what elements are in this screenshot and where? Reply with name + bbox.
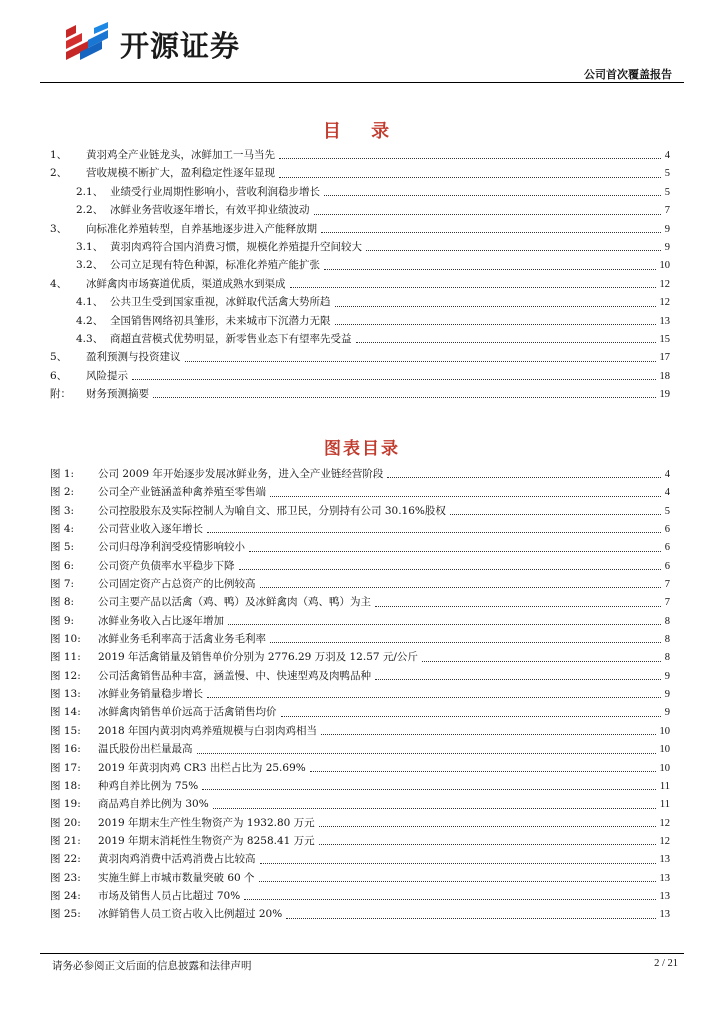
dot-leader bbox=[319, 844, 656, 845]
figure-entry-page: 6 bbox=[664, 542, 670, 554]
dot-leader bbox=[197, 753, 656, 754]
figure-entry-number: 图 5: bbox=[50, 541, 75, 554]
figure-entry[interactable] bbox=[50, 575, 670, 593]
figure-entry-text: 公司固定资产占总资产的比例较高 bbox=[98, 578, 256, 591]
dot-leader bbox=[356, 342, 656, 343]
toc-entry-number: 4.3、 bbox=[76, 332, 104, 345]
toc-entry[interactable] bbox=[50, 256, 670, 274]
figure-entry[interactable] bbox=[50, 667, 670, 685]
figure-entry-page: 10 bbox=[659, 762, 670, 774]
dot-leader bbox=[202, 789, 656, 790]
toc-entry[interactable] bbox=[50, 275, 670, 293]
dot-leader bbox=[375, 679, 661, 680]
toc-entry-number: 6、 bbox=[50, 369, 68, 382]
figure-entry[interactable] bbox=[50, 905, 670, 923]
figure-entry[interactable] bbox=[50, 703, 670, 721]
toc-entry-page: 17 bbox=[659, 352, 670, 364]
figure-entry-text: 公司全产业链涵盖种禽养殖至零售端 bbox=[98, 486, 266, 499]
toc-entry-number: 4.2、 bbox=[76, 314, 104, 327]
toc-entry[interactable] bbox=[50, 220, 670, 238]
figure-entry-number: 图 10: bbox=[50, 633, 81, 646]
figure-entry[interactable] bbox=[50, 740, 670, 758]
dot-leader bbox=[279, 177, 661, 178]
figure-entry-number: 图 12: bbox=[50, 669, 81, 682]
toc-entry[interactable] bbox=[50, 367, 670, 385]
figure-entry-text: 公司资产负债率水平稳步下降 bbox=[98, 559, 235, 572]
toc-entry-page: 12 bbox=[659, 297, 670, 309]
toc-entry[interactable] bbox=[50, 146, 670, 164]
footer-disclaimer: 请务必参阅正文后面的信息披露和法律声明 bbox=[52, 960, 252, 972]
figure-entry[interactable] bbox=[50, 648, 670, 666]
toc-entry-page: 18 bbox=[659, 370, 670, 382]
figure-entry-page: 7 bbox=[664, 597, 670, 609]
figure-entry-page: 8 bbox=[664, 615, 670, 627]
figure-entry-number: 图 8: bbox=[50, 596, 75, 609]
toc-entry-page: 19 bbox=[659, 389, 670, 401]
toc-entry-text: 冰鲜禽肉市场赛道优质，渠道成熟水到渠成 bbox=[86, 277, 286, 290]
figure-entry-number: 图 4: bbox=[50, 523, 75, 536]
figure-entry-number: 图 25: bbox=[50, 908, 81, 921]
toc-entry-page: 13 bbox=[659, 315, 670, 327]
figure-entry-text: 2019 年期末消耗性生物资产为 8258.41 万元 bbox=[98, 834, 315, 847]
toc-entry-number: 3.1、 bbox=[76, 240, 104, 253]
figure-entry[interactable] bbox=[50, 593, 670, 611]
toc-entry[interactable] bbox=[50, 293, 670, 311]
figure-entry-page: 9 bbox=[664, 689, 670, 701]
toc-entry[interactable] bbox=[50, 385, 670, 403]
figure-entry[interactable] bbox=[50, 630, 670, 648]
figure-entry-number: 图 3: bbox=[50, 504, 75, 517]
figure-entry-page: 7 bbox=[664, 579, 670, 591]
figure-entry-page: 12 bbox=[659, 817, 670, 829]
figure-entry-number: 图 19: bbox=[50, 798, 81, 811]
figure-entry-text: 商品鸡自养比例为 30% bbox=[98, 798, 209, 811]
toc-entry-text: 业绩受行业周期性影响小，营收利润稳步增长 bbox=[110, 185, 320, 198]
toc-entry-text: 冰鲜业务营收逐年增长，有效平抑业绩波动 bbox=[110, 204, 310, 217]
toc-entry-text: 商超直营模式优势明显，新零售业态下有望率先受益 bbox=[110, 332, 352, 345]
dot-leader bbox=[324, 269, 656, 270]
figure-entry-text: 冰鲜禽肉销售单价远高于活禽销售均价 bbox=[98, 706, 277, 719]
figure-entry[interactable] bbox=[50, 832, 670, 850]
dot-leader bbox=[228, 624, 661, 625]
figure-entry-text: 种鸡自养比例为 75% bbox=[98, 779, 199, 792]
dot-leader bbox=[281, 716, 661, 717]
figure-entry[interactable] bbox=[50, 557, 670, 575]
dot-leader bbox=[310, 771, 656, 772]
page-header bbox=[0, 0, 724, 90]
toc-entry-text: 财务预测摘要 bbox=[86, 388, 149, 401]
figure-entry-number: 图 18: bbox=[50, 779, 81, 792]
toc-entry-text: 向标准化养殖转型，自养基地逐步进入产能释放期 bbox=[86, 222, 317, 235]
dot-leader bbox=[375, 606, 661, 607]
toc-entry-number: 5、 bbox=[50, 351, 68, 364]
toc-entry-number: 4.1、 bbox=[76, 296, 104, 309]
toc-entry-page: 5 bbox=[664, 186, 670, 198]
toc-entry-page: 4 bbox=[664, 150, 670, 161]
toc-entry-page: 9 bbox=[664, 241, 670, 253]
toc-title: 目 录 bbox=[322, 121, 402, 142]
dot-leader bbox=[153, 397, 656, 398]
figure-entry-number: 图 6: bbox=[50, 559, 75, 572]
figure-entry-page: 8 bbox=[664, 634, 670, 646]
figure-entry-number: 图 16: bbox=[50, 743, 81, 756]
figure-entry-number: 图 20: bbox=[50, 816, 81, 829]
toc-entry[interactable] bbox=[50, 201, 670, 219]
figure-entry[interactable] bbox=[50, 759, 670, 777]
figure-entry-number: 图 17: bbox=[50, 761, 81, 774]
figure-index-list bbox=[50, 465, 670, 924]
dot-leader bbox=[422, 661, 661, 662]
figure-entry-text: 冰鲜业务毛利率高于活禽业务毛利率 bbox=[98, 633, 266, 646]
logo-text: 开源证券 bbox=[120, 29, 241, 63]
toc-entry[interactable] bbox=[50, 348, 670, 366]
figure-entry-text: 公司 2009 年开始逐步发展冰鲜业务，进入全产业链经营阶段 bbox=[98, 468, 384, 480]
toc-entry-number: 3、 bbox=[50, 222, 68, 235]
figure-entry-text: 黄羽肉鸡消费中活鸡消费占比较高 bbox=[98, 853, 256, 866]
figure-entry-page: 13 bbox=[659, 854, 670, 866]
dot-leader bbox=[314, 214, 661, 215]
figure-entry-text: 市场及销售人员占比超过 70% bbox=[98, 889, 241, 902]
toc-entry-text: 黄羽鸡全产业链龙头，冰鲜加工一马当先 bbox=[86, 149, 275, 161]
figure-entry[interactable] bbox=[50, 869, 670, 887]
toc-entry-page: 9 bbox=[664, 223, 670, 235]
dot-leader bbox=[207, 532, 661, 533]
figure-entry-text: 公司活禽销售品种丰富，涵盖慢、中、快速型鸡及肉鸭品种 bbox=[98, 669, 371, 682]
figure-entry-number: 图 7: bbox=[50, 578, 75, 591]
figure-entry-page: 11 bbox=[659, 799, 670, 811]
figure-entry[interactable] bbox=[50, 538, 670, 556]
dot-leader bbox=[207, 697, 661, 698]
dot-leader bbox=[324, 195, 661, 196]
toc-list bbox=[50, 146, 670, 403]
dot-leader bbox=[366, 250, 661, 251]
toc-entry-page: 5 bbox=[664, 168, 670, 180]
dot-leader bbox=[260, 863, 656, 864]
figure-entry-text: 冰鲜业务收入占比逐年增加 bbox=[98, 614, 224, 627]
toc-entry-text: 公共卫生受到国家重视，冰鲜取代活禽大势所趋 bbox=[110, 296, 331, 309]
figure-entry-text: 实施生鲜上市城市数量突破 60 个 bbox=[98, 871, 255, 884]
toc-entry-page: 7 bbox=[664, 205, 670, 217]
dot-leader bbox=[321, 232, 661, 233]
figure-entry-text: 2019 年活禽销量及销售单价分别为 2776.29 万羽及 12.57 元/公斤 bbox=[98, 651, 418, 664]
figure-entry[interactable] bbox=[50, 795, 670, 813]
figure-entry[interactable] bbox=[50, 612, 670, 630]
figure-entry-text: 公司营业收入逐年增长 bbox=[98, 523, 203, 536]
toc-entry-number: 2.1、 bbox=[76, 185, 104, 198]
figure-entry[interactable] bbox=[50, 502, 670, 520]
figure-entry-text: 冰鲜业务销量稳步增长 bbox=[98, 688, 203, 701]
footer-divider bbox=[40, 953, 684, 954]
figure-entry-number: 图 1: bbox=[50, 468, 75, 480]
figure-entry-page: 4 bbox=[664, 487, 670, 499]
dot-leader bbox=[270, 642, 661, 643]
page-number: 2 / 21 bbox=[654, 958, 678, 969]
toc-entry[interactable] bbox=[50, 238, 670, 256]
toc-entry-text: 全国销售网络初具雏形，未来城市下沉潜力无限 bbox=[110, 314, 331, 327]
dot-leader bbox=[259, 881, 656, 882]
dot-leader bbox=[335, 324, 656, 325]
toc-entry-number: 3.2、 bbox=[76, 259, 104, 272]
dot-leader bbox=[244, 899, 655, 900]
figure-entry-text: 2019 年期末生产性生物资产为 1932.80 万元 bbox=[98, 816, 315, 829]
figure-entry-page: 6 bbox=[664, 524, 670, 536]
figure-entry[interactable] bbox=[50, 887, 670, 905]
figure-entry-number: 图 21: bbox=[50, 834, 81, 847]
toc-entry-number: 2.2、 bbox=[76, 204, 104, 217]
figure-entry[interactable] bbox=[50, 465, 670, 483]
figure-entry-page: 9 bbox=[664, 707, 670, 719]
toc-entry-page: 10 bbox=[659, 260, 670, 272]
dot-leader bbox=[213, 808, 656, 809]
figure-entry-page: 10 bbox=[659, 725, 670, 737]
figure-entry-text: 公司控股股东及实际控制人为喻自文、邢卫民，分别持有公司 30.16%股权 bbox=[98, 504, 446, 517]
figure-entry-number: 图 9: bbox=[50, 614, 75, 627]
figure-entry-number: 图 23: bbox=[50, 871, 81, 884]
dot-leader bbox=[286, 918, 655, 919]
figure-entry[interactable] bbox=[50, 685, 670, 703]
figure-entry-number: 图 24: bbox=[50, 889, 81, 902]
dot-leader bbox=[260, 587, 661, 588]
figure-entry-text: 冰鲜销售人员工资占收入比例超过 20% bbox=[98, 908, 283, 921]
toc-entry[interactable] bbox=[50, 183, 670, 201]
figure-entry-page: 13 bbox=[659, 909, 670, 921]
figure-entry[interactable] bbox=[50, 722, 670, 740]
toc-entry-number: 4、 bbox=[50, 277, 68, 290]
figure-entry-number: 图 2: bbox=[50, 486, 75, 499]
figure-entry[interactable] bbox=[50, 850, 670, 868]
figure-entry-number: 图 13: bbox=[50, 688, 81, 701]
toc-entry-number: 2、 bbox=[50, 167, 68, 180]
figure-entry-text: 公司主要产品以活禽（鸡、鸭）及冰鲜禽肉（鸡、鸭）为主 bbox=[98, 596, 371, 609]
toc-entry-page: 15 bbox=[659, 333, 670, 345]
figure-entry-page: 8 bbox=[664, 652, 670, 664]
figure-index-title: 图表目录 bbox=[324, 439, 400, 459]
dot-leader bbox=[290, 287, 656, 288]
dot-leader bbox=[450, 514, 661, 515]
toc-entry[interactable] bbox=[50, 164, 670, 182]
toc-entry-number: 附： bbox=[50, 388, 71, 401]
dot-leader bbox=[335, 306, 656, 307]
figure-entry-text: 温氏股份出栏量最高 bbox=[98, 743, 193, 756]
dot-leader bbox=[185, 361, 656, 362]
figure-entry-text: 2018 年国内黄羽肉鸡养殖规模与白羽肉鸡相当 bbox=[98, 724, 318, 737]
toc-entry-text: 营收规模不断扩大，盈利稳定性逐年显现 bbox=[86, 167, 275, 180]
figure-entry-page: 9 bbox=[664, 670, 670, 682]
figure-entry-page: 5 bbox=[664, 505, 670, 517]
toc-entry-number: 1、 bbox=[50, 149, 68, 161]
figure-entry-page: 10 bbox=[659, 744, 670, 756]
toc-entry-text: 盈利预测与投资建议 bbox=[86, 351, 181, 364]
report-type-label: 公司首次覆盖报告 bbox=[584, 68, 672, 81]
toc-entry[interactable] bbox=[50, 312, 670, 330]
header-divider bbox=[40, 82, 684, 83]
figure-entry-page: 13 bbox=[659, 872, 670, 884]
toc-entry-text: 黄羽肉鸡符合国内消费习惯，规模化养殖提升空间较大 bbox=[110, 240, 362, 253]
dot-leader bbox=[270, 496, 661, 497]
figure-entry-text: 公司归母净利润受疫情影响较小 bbox=[98, 541, 245, 554]
figure-entry[interactable] bbox=[50, 483, 670, 501]
toc-entry[interactable] bbox=[50, 330, 670, 348]
figure-entry-page: 11 bbox=[659, 780, 670, 792]
dot-leader bbox=[249, 551, 661, 552]
figure-entry-page: 4 bbox=[664, 469, 670, 480]
toc-entry-page: 12 bbox=[659, 278, 670, 290]
figure-entry-number: 图 22: bbox=[50, 853, 81, 866]
dot-leader bbox=[279, 158, 661, 159]
toc-entry-text: 风险提示 bbox=[86, 369, 128, 382]
toc-entry-text: 公司立足现有特色种源，标准化养殖产能扩张 bbox=[110, 259, 320, 272]
figure-entry-page: 13 bbox=[659, 890, 670, 902]
kaiyuan-logo-icon bbox=[58, 22, 112, 66]
dot-leader bbox=[132, 379, 656, 380]
figure-entry[interactable] bbox=[50, 814, 670, 832]
figure-entry[interactable] bbox=[50, 777, 670, 795]
figure-entry-number: 图 14: bbox=[50, 706, 81, 719]
figure-entry-number: 图 15: bbox=[50, 724, 81, 737]
figure-entry[interactable] bbox=[50, 520, 670, 538]
figure-entry-page: 6 bbox=[664, 560, 670, 572]
dot-leader bbox=[239, 569, 661, 570]
dot-leader bbox=[319, 826, 656, 827]
figure-entry-text: 2019 年黄羽肉鸡 CR3 出栏占比为 25.69% bbox=[98, 761, 306, 774]
dot-leader bbox=[387, 477, 660, 478]
figure-entry-number: 图 11: bbox=[50, 651, 81, 664]
figure-entry-page: 12 bbox=[659, 835, 670, 847]
dot-leader bbox=[321, 734, 655, 735]
